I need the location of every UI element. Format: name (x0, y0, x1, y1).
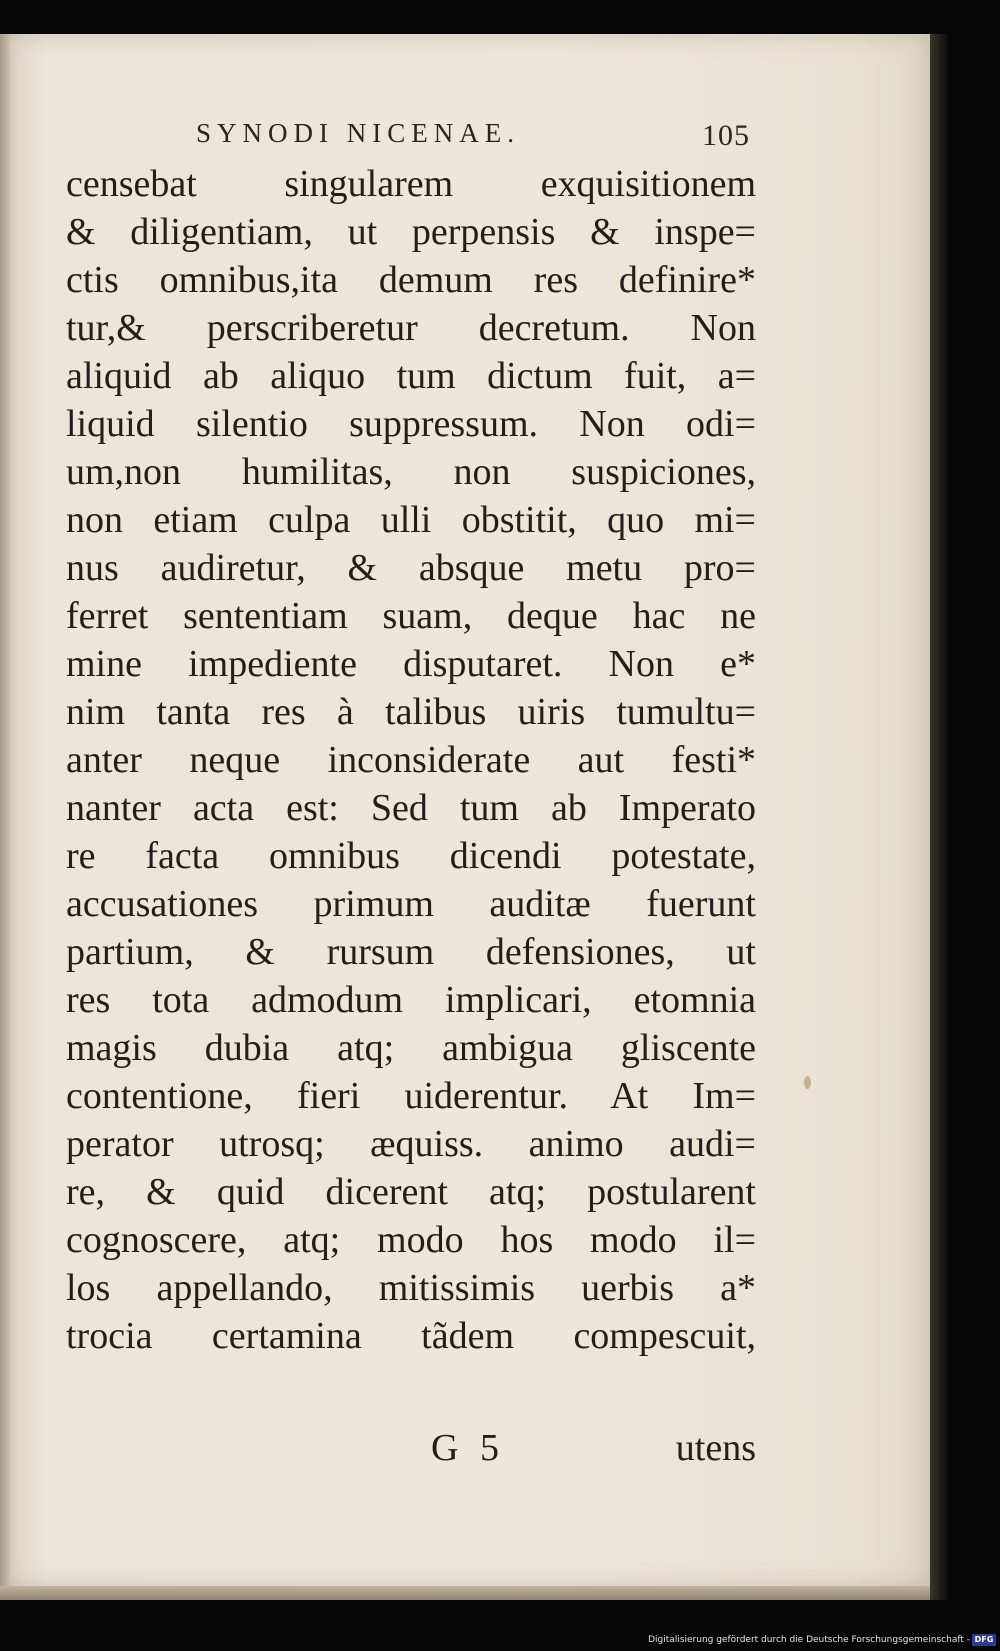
text-line: censebat singularem exquisitionem (66, 163, 756, 205)
page-bottom-edge (0, 1586, 930, 1600)
text-line: re, & quid dicerent atq; postularent (66, 1171, 756, 1213)
text-line: re facta omnibus dicendi potestate, (66, 835, 756, 877)
dfg-logo: DFG (972, 1634, 996, 1646)
digitization-credit: Digitalisierung gefördert durch die Deutsche Forschungsgemeinschaft - (648, 1635, 970, 1645)
signature-mark: G 5 (431, 1427, 505, 1469)
body-text (66, 160, 756, 1360)
text-line: ctis omnibus,ita demum res definire* (66, 259, 756, 301)
text-line: liquid silentio suppressum. Non odi= (66, 403, 756, 445)
text-line: um,non humilitas, non suspiciones, (66, 451, 756, 493)
text-line: nus audiretur, & absque metu pro= (66, 547, 756, 589)
text-line: aliquid ab aliquo tum dictum fuit, a= (66, 355, 756, 397)
text-line: perator utrosq; æquiss. animo audi= (66, 1123, 756, 1165)
text-line: los appellando, mitissimis uerbis a* (66, 1267, 756, 1309)
text-line: contentione, fieri uiderentur. At Im= (66, 1075, 756, 1117)
ink-stain (804, 1076, 811, 1089)
text-line: cognoscere, atq; modo hos modo il= (66, 1219, 756, 1261)
page-footer-line (66, 1424, 756, 1472)
running-title: SYNODI NICENAE. (196, 118, 520, 148)
text-line: trocia certamina tãdem compescuit, (66, 1315, 756, 1357)
text-line: res tota admodum implicari, etomnia (66, 979, 756, 1021)
text-line: accusationes primum auditæ fuerunt (66, 883, 756, 925)
text-line: magis dubia atq; ambigua gliscente (66, 1027, 756, 1069)
text-line: & diligentiam, ut perpensis & inspe= (66, 211, 756, 253)
running-head (66, 118, 766, 152)
text-line: nim tanta res à talibus uiris tumultu= (66, 691, 756, 733)
text-line: ferret sententiam suam, deque hac ne (66, 595, 756, 637)
text-line: nanter acta est: Sed tum ab Imperato (66, 787, 756, 829)
text-line: mine impediente disputaret. Non e* (66, 643, 756, 685)
spine-shadow (930, 34, 948, 1600)
page-left-edge (0, 34, 10, 1586)
text-line: partium, & rursum defensiones, ut (66, 931, 756, 973)
text-line: tur,& perscriberetur decretum. Non (66, 307, 756, 349)
page-number: 105 (702, 119, 750, 152)
catchword: utens (675, 1427, 756, 1469)
text-line: anter neque inconsiderate aut festi* (66, 739, 756, 781)
text-line: non etiam culpa ulli obstitit, quo mi= (66, 499, 756, 541)
